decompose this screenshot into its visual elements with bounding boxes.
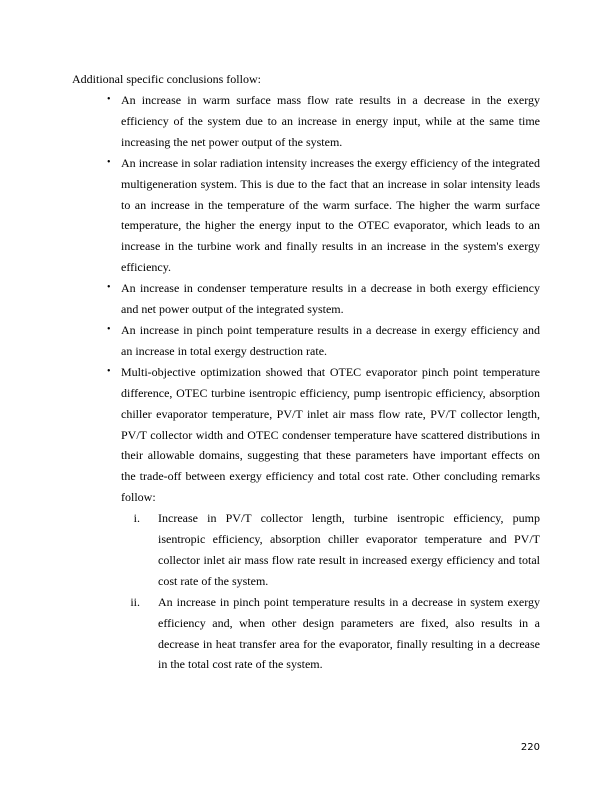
list-item-text: An increase in solar radiation intensity increases the exergy efficiency of the integrated multigeneration system. This is due to the fact that an increase in solar intensity leads to an increase in the temperature of the warm surface. The higher the warm surface temperature, the higher the energy input to the OTEC evaporator, which leads to an increase in the turbine work and finally results in an increase in the system's exergy efficiency.: [121, 155, 540, 275]
list-item-text: Multi-objective optimization showed that OTEC evaporator pinch point temperature difference, OTEC turbine isentropic efficiency, pump isentropic efficiency, absorption chiller evaporator temperature, PV/T inlet air mass flow rate, PV/T collector length, PV/T collector width and OTEC condenser temperature have scattered distributions in their allowable domains, suggesting that these parameters have important effects on the trade-off between exergy efficiency and total cost rate. Other concluding remarks follow:: [121, 364, 540, 505]
list-item-text: An increase in pinch point temperature results in a decrease in exergy efficiency and an increase in total exergy destruction rate.: [121, 322, 540, 358]
list-item: [107, 90, 540, 153]
list-item: [107, 362, 540, 676]
list-item-text: An increase in condenser temperature results in a decrease in both exergy efficiency and net power output of the integrated system.: [121, 281, 540, 317]
sub-item-number: i.: [133, 511, 140, 526]
sub-list-item: [130, 592, 540, 676]
sub-list-item: [133, 508, 540, 592]
bullet-icon: •: [107, 323, 111, 335]
conclusions-list: [107, 90, 540, 675]
bullet-icon: •: [107, 94, 111, 105]
list-item-text: An increase in warm surface mass flow rate results in a decrease in the exergy efficiency of the system due to an increase in energy input, while at the same time increasing the net power output of the system.: [121, 93, 540, 149]
bullet-icon: •: [107, 156, 111, 168]
bullet-icon: •: [107, 365, 111, 377]
sub-item-text: An increase in pinch point temperature results in a decrease in system exergy efficiency and, when other design parameters are fixed, also results in a decrease in heat transfer area for the evaporator, finally resulting in a decrease in the total cost rate of the system.: [158, 594, 540, 672]
intro-paragraph: Additional specific conclusions follow:: [72, 72, 261, 86]
list-item: [107, 320, 540, 362]
bullet-icon: •: [107, 282, 111, 294]
sub-item-text: Increase in PV/T collector length, turbine isentropic efficiency, pump isentropic efficiency, absorption chiller evaporator temperature and PV/T collector inlet air mass flow rate result in increased exergy efficiency and total cost rate of the system.: [158, 511, 540, 588]
list-item: [107, 153, 540, 278]
remarks-sublist: [130, 508, 540, 675]
page-number: 220: [520, 742, 540, 753]
sub-item-number: ii.: [130, 594, 140, 609]
list-item: [107, 278, 540, 320]
